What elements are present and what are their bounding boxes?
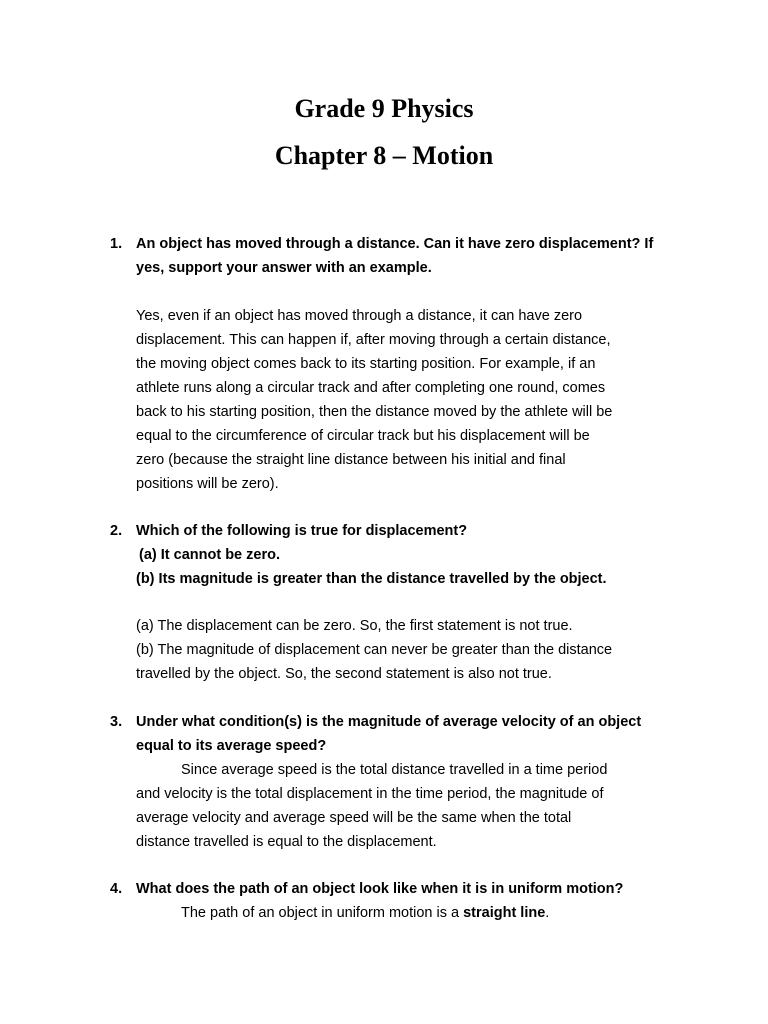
question-2-text-line-3: (b) Its magnitude is greater than the distance travelled by the object. (136, 571, 607, 587)
question-1-number: 1. (110, 236, 123, 252)
answer-3-line-4: distance travelled is equal to the displacement. (136, 834, 437, 850)
answer-2-line-2: (b) The magnitude of displacement can never be greater than the distance (136, 642, 613, 658)
question-4-text-line-1: What does the path of an object look like when it is in uniform motion? (136, 881, 624, 897)
answer-1-line-1: Yes, even if an object has moved through a distance, it can have zero (136, 308, 583, 324)
question-3-number: 3. (110, 714, 123, 730)
answer-4-emphasis: straight line (463, 905, 546, 921)
document-title: Grade 9 Physics (294, 94, 474, 123)
chapter-title: Chapter 8 – Motion (274, 141, 494, 170)
question-2-text-line-2: (a) It cannot be zero. (139, 547, 280, 563)
answer-1-line-4: athlete runs along a circular track and after completing one round, comes (136, 380, 606, 396)
question-4-number: 4. (110, 881, 123, 897)
answer-3-line-1: Since average speed is the total distance travelled in a time period (181, 762, 608, 778)
answer-2-line-1: (a) The displacement can be zero. So, the first statement is not true. (136, 618, 573, 634)
answer-2-line-3: travelled by the object. So, the second statement is also not true. (136, 666, 552, 682)
question-3-text-line-1: Under what condition(s) is the magnitude of average velocity of an object (136, 714, 642, 730)
answer-4-prefix: The path of an object in uniform motion is a (181, 905, 464, 921)
answer-3-line-2: and velocity is the total displacement in the time period, the magnitude of (136, 786, 604, 802)
answer-1-line-5: back to his starting position, then the distance moved by the athlete will be (136, 404, 613, 420)
answer-3-line-3: average velocity and average speed will be the same when the total (136, 810, 572, 826)
question-2-text-line-1: Which of the following is true for displacement? (136, 523, 468, 539)
answer-1-line-6: equal to the circumference of circular track but his displacement will be (136, 428, 590, 444)
answer-4-line-1 (181, 901, 549, 925)
answer-1-line-3: the moving object comes back to its starting position. For example, if an (136, 356, 596, 372)
question-3-text-line-2: equal to its average speed? (136, 738, 327, 754)
answer-4-suffix: . (545, 905, 550, 921)
question-1-text-line-1: An object has moved through a distance. Can it have zero displacement? If (136, 236, 654, 252)
question-2-number: 2. (110, 523, 123, 539)
answer-1-line-8: positions will be zero). (136, 476, 279, 492)
answer-1-line-2: displacement. This can happen if, after moving through a certain distance, (136, 332, 611, 348)
answer-1-line-7: zero (because the straight line distance between his initial and final (136, 452, 566, 468)
question-1-text-line-2: yes, support your answer with an example. (136, 260, 432, 276)
